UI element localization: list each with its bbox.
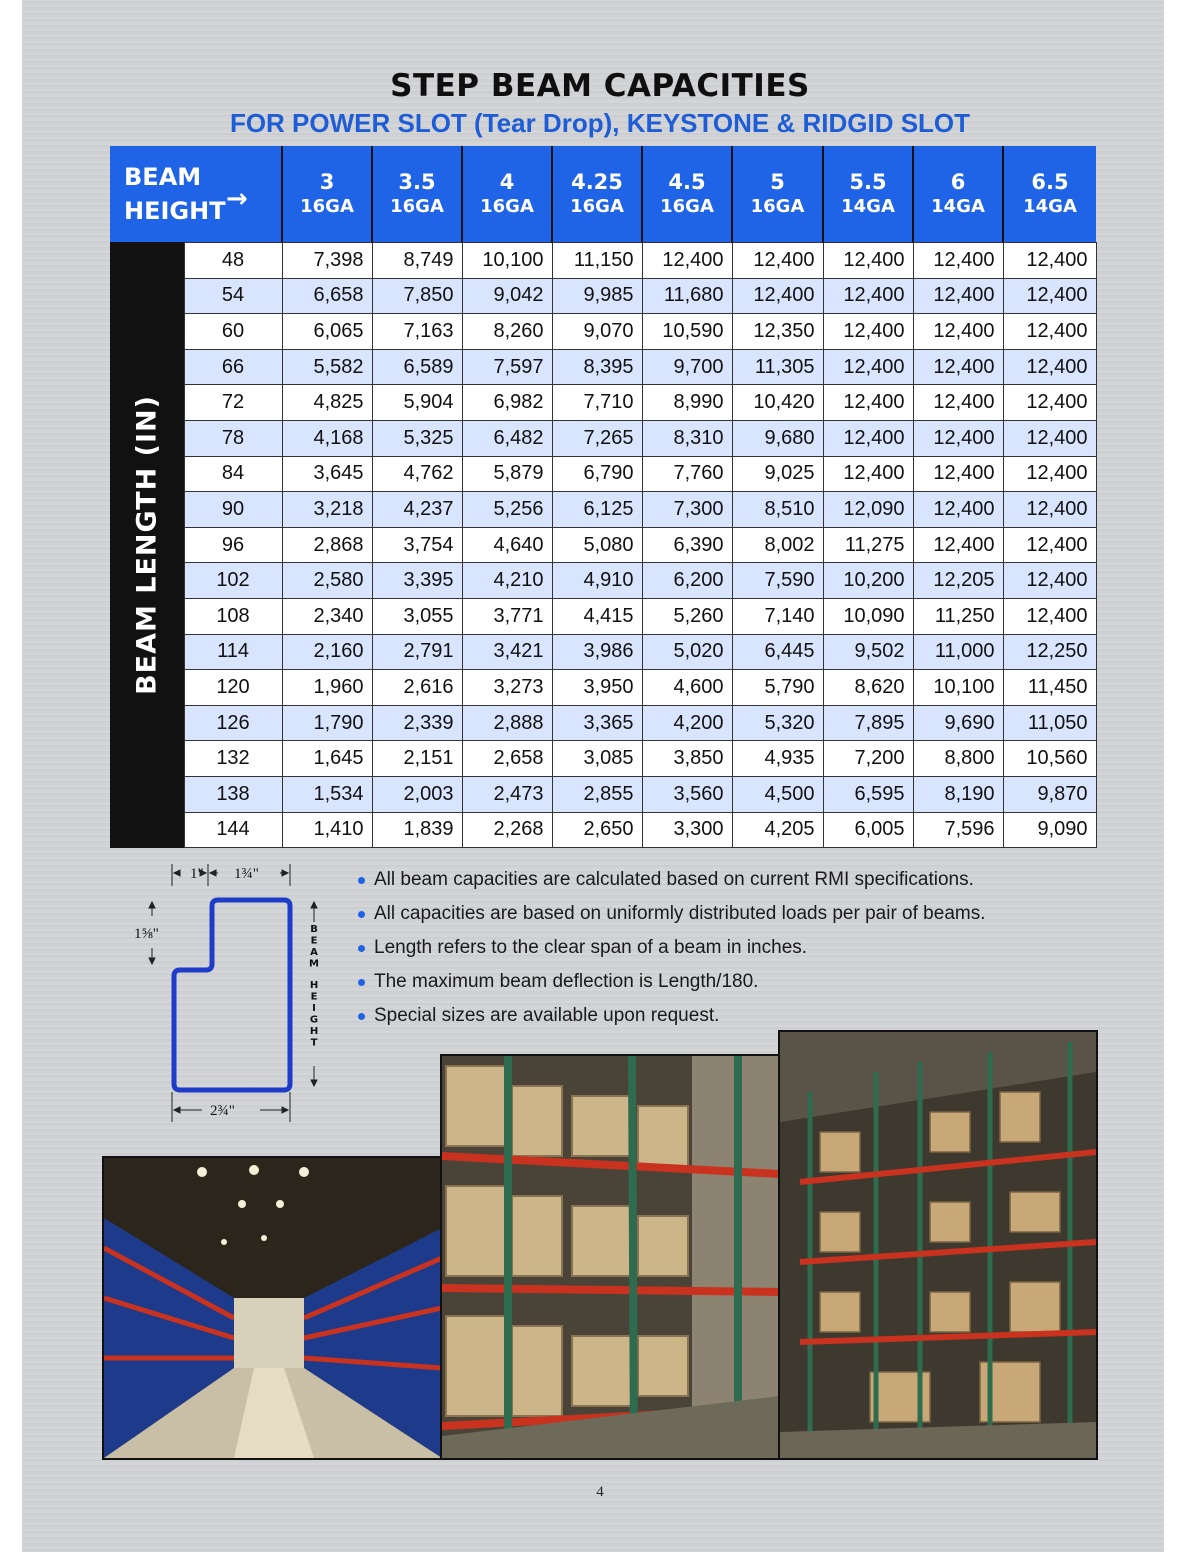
capacity-cell: 4,237 (372, 492, 462, 528)
beam-length-cell: 102 (184, 563, 282, 599)
column-height: 4.5 (668, 170, 706, 194)
capacity-cell: 11,275 (823, 527, 913, 563)
capacity-cell: 11,050 (1003, 705, 1096, 741)
capacity-cell: 9,502 (823, 634, 913, 670)
capacity-cell: 11,150 (552, 243, 642, 279)
table-row (110, 278, 1096, 314)
capacity-cell: 4,762 (372, 456, 462, 492)
capacity-cell: 9,042 (462, 278, 552, 314)
capacity-cell: 12,250 (1003, 634, 1096, 670)
capacity-cell: 5,256 (462, 492, 552, 528)
note-text: Special sizes are available upon request. (374, 1005, 720, 1026)
capacity-cell: 12,400 (913, 349, 1003, 385)
note-text: Length refers to the clear span of a beam in inches. (374, 937, 808, 958)
capacity-cell: 3,645 (282, 456, 372, 492)
bullet-icon (358, 877, 365, 884)
vertical-label-letter: M (309, 958, 319, 970)
capacity-cell: 8,990 (642, 385, 732, 421)
table-row (110, 314, 1096, 350)
note-item (356, 866, 1056, 900)
capacity-cell: 7,200 (823, 741, 913, 777)
beam-length-cell: 48 (184, 243, 282, 279)
capacity-cell: 6,595 (823, 776, 913, 812)
capacity-cell: 2,650 (552, 812, 642, 848)
table-row (110, 741, 1096, 777)
capacity-cell: 2,658 (462, 741, 552, 777)
table-row (110, 456, 1096, 492)
arrow-right-icon: → (226, 184, 248, 214)
capacity-cell: 10,590 (642, 314, 732, 350)
capacity-cell: 12,400 (1003, 278, 1096, 314)
capacity-cell: 8,002 (732, 527, 823, 563)
vertical-label-letter: T (310, 1037, 318, 1049)
capacity-cell: 7,850 (372, 278, 462, 314)
beam-length-cell: 126 (184, 705, 282, 741)
capacity-cell: 7,710 (552, 385, 642, 421)
capacity-cell: 7,895 (823, 705, 913, 741)
capacity-cell: 12,400 (642, 243, 732, 279)
capacity-cell: 2,268 (462, 812, 552, 848)
capacity-cell: 6,125 (552, 492, 642, 528)
capacity-cell: 11,680 (642, 278, 732, 314)
capacity-cell: 3,754 (372, 527, 462, 563)
capacity-cell: 9,700 (642, 349, 732, 385)
capacity-cell: 12,400 (1003, 420, 1096, 456)
beam-profile-diagram (130, 860, 340, 1130)
capacity-cell: 11,450 (1003, 670, 1096, 706)
bullet-icon (358, 945, 365, 952)
column-gauge: 16GA (480, 196, 534, 217)
capacity-cell: 1,410 (282, 812, 372, 848)
table-row (110, 349, 1096, 385)
table-row (110, 492, 1096, 528)
column-header (913, 146, 1003, 243)
capacity-cell: 5,879 (462, 456, 552, 492)
beam-length-cell: 60 (184, 314, 282, 350)
capacity-cell: 10,100 (913, 670, 1003, 706)
page-subtitle: FOR POWER SLOT (Tear Drop), KEYSTONE & RIDGID SLOT (229, 108, 971, 138)
capacity-cell: 11,000 (913, 634, 1003, 670)
capacity-cell: 9,025 (732, 456, 823, 492)
capacity-cell: 9,870 (1003, 776, 1096, 812)
warehouse-aisle-photo (102, 1156, 444, 1460)
capacity-cell: 2,003 (372, 776, 462, 812)
column-gauge: 16GA (300, 196, 354, 217)
capacity-cell: 12,400 (913, 385, 1003, 421)
capacity-cell: 12,400 (823, 420, 913, 456)
capacity-cell: 12,400 (1003, 243, 1096, 279)
table-row (110, 598, 1096, 634)
capacity-cell: 6,790 (552, 456, 642, 492)
capacity-cell: 10,090 (823, 598, 913, 634)
capacity-cell: 3,986 (552, 634, 642, 670)
column-header (372, 146, 462, 243)
capacity-cell: 7,300 (642, 492, 732, 528)
column-height: 3.5 (398, 170, 436, 194)
capacity-cell: 2,339 (372, 705, 462, 741)
capacity-cell: 12,400 (823, 314, 913, 350)
capacity-cell: 8,749 (372, 243, 462, 279)
capacity-cell: 6,982 (462, 385, 552, 421)
capacity-cell: 12,400 (913, 527, 1003, 563)
capacity-cell: 1,790 (282, 705, 372, 741)
capacity-table-wrapper (110, 146, 1096, 842)
capacity-cell: 3,055 (372, 598, 462, 634)
column-height: 3 (319, 170, 335, 194)
capacity-cell: 4,640 (462, 527, 552, 563)
table-row (110, 527, 1096, 563)
capacity-cell: 7,596 (913, 812, 1003, 848)
dim-top-right: 1¾" (234, 866, 259, 882)
beam-length-cell: 66 (184, 349, 282, 385)
capacity-cell: 3,950 (552, 670, 642, 706)
column-height: 4 (499, 170, 515, 194)
capacity-cell: 10,100 (462, 243, 552, 279)
capacity-cell: 12,400 (913, 420, 1003, 456)
capacity-cell: 5,260 (642, 598, 732, 634)
capacity-cell: 2,340 (282, 598, 372, 634)
beam-length-cell: 54 (184, 278, 282, 314)
capacity-cell: 6,445 (732, 634, 823, 670)
column-height: 6.5 (1031, 170, 1069, 194)
capacity-cell: 11,305 (732, 349, 823, 385)
capacity-cell: 9,690 (913, 705, 1003, 741)
beam-length-cell: 108 (184, 598, 282, 634)
capacity-cell: 4,200 (642, 705, 732, 741)
capacity-cell: 2,888 (462, 705, 552, 741)
capacity-cell: 5,325 (372, 420, 462, 456)
note-text: The maximum beam deflection is Length/180. (374, 971, 759, 992)
capacity-cell: 8,395 (552, 349, 642, 385)
capacity-cell: 12,400 (823, 456, 913, 492)
dim-step: 1⅝" (134, 926, 159, 942)
capacity-cell: 12,400 (913, 243, 1003, 279)
capacity-cell: 3,273 (462, 670, 552, 706)
beam-length-cell: 90 (184, 492, 282, 528)
capacity-cell: 4,910 (552, 563, 642, 599)
vertical-label-letter: G (309, 1014, 319, 1026)
column-height: 5 (770, 170, 785, 194)
dim-bottom: 2¾" (210, 1103, 235, 1119)
capacity-cell: 2,580 (282, 563, 372, 599)
capacity-cell: 6,589 (372, 349, 462, 385)
table-row (110, 705, 1096, 741)
column-header (282, 146, 372, 243)
capacity-cell: 1,960 (282, 670, 372, 706)
dim-top-left: 1" (190, 866, 204, 882)
notes-list (356, 866, 1056, 1036)
bullet-icon (358, 1013, 365, 1020)
capacity-cell: 11,250 (913, 598, 1003, 634)
capacity-cell: 12,350 (732, 314, 823, 350)
column-header (1003, 146, 1096, 243)
table-row (110, 812, 1096, 848)
column-header (823, 146, 913, 243)
beam-length-cell: 72 (184, 385, 282, 421)
rack-boxes-photo (440, 1054, 782, 1460)
vertical-label-letter: E (310, 935, 318, 947)
beam-length-cell: 138 (184, 776, 282, 812)
capacity-cell: 12,400 (1003, 314, 1096, 350)
capacity-cell: 12,400 (1003, 349, 1096, 385)
capacity-cell: 4,210 (462, 563, 552, 599)
capacity-cell: 5,320 (732, 705, 823, 741)
note-item (356, 900, 1056, 934)
beam-length-cell: 78 (184, 420, 282, 456)
note-item (356, 968, 1056, 1002)
beam-length-label: BEAM LENGTH (IN) (131, 395, 163, 695)
note-text: All beam capacities are calculated based on current RMI specifications. (374, 869, 974, 890)
beam-length-cell: 120 (184, 670, 282, 706)
capacity-cell: 3,300 (642, 812, 732, 848)
column-gauge: 16GA (750, 196, 805, 217)
capacity-cell: 1,645 (282, 741, 372, 777)
column-height: 5.5 (849, 170, 887, 194)
capacity-cell: 12,400 (732, 243, 823, 279)
capacity-cell: 10,560 (1003, 741, 1096, 777)
column-header (642, 146, 732, 243)
capacity-cell: 3,771 (462, 598, 552, 634)
capacity-cell: 12,400 (823, 349, 913, 385)
beam-height-label-line2: HEIGHT (124, 197, 226, 225)
capacity-cell: 7,760 (642, 456, 732, 492)
table-row (110, 776, 1096, 812)
capacity-cell: 12,090 (823, 492, 913, 528)
capacity-cell: 12,400 (913, 278, 1003, 314)
bullet-icon (358, 911, 365, 918)
column-gauge: 16GA (570, 196, 624, 217)
capacity-cell: 10,200 (823, 563, 913, 599)
capacity-cell: 12,400 (823, 278, 913, 314)
capacity-cell: 7,140 (732, 598, 823, 634)
capacity-cell: 9,985 (552, 278, 642, 314)
capacity-cell: 3,560 (642, 776, 732, 812)
capacity-cell: 7,597 (462, 349, 552, 385)
table-row (110, 634, 1096, 670)
capacity-cell: 12,400 (1003, 598, 1096, 634)
capacity-cell: 3,218 (282, 492, 372, 528)
capacity-cell: 8,190 (913, 776, 1003, 812)
beam-profile-outline (174, 900, 290, 1090)
capacity-cell: 4,168 (282, 420, 372, 456)
capacity-cell: 2,868 (282, 527, 372, 563)
column-gauge: 16GA (390, 196, 444, 217)
vertical-label-letter: A (310, 947, 318, 958)
capacity-cell: 7,163 (372, 314, 462, 350)
capacity-cell: 12,400 (732, 278, 823, 314)
column-header (732, 146, 823, 243)
capacity-cell: 4,415 (552, 598, 642, 634)
capacity-cell: 3,085 (552, 741, 642, 777)
beam-height-vertical-label (309, 924, 319, 1049)
capacity-cell: 2,151 (372, 741, 462, 777)
capacity-cell: 9,680 (732, 420, 823, 456)
capacity-cell: 6,065 (282, 314, 372, 350)
capacity-cell: 4,205 (732, 812, 823, 848)
capacity-cell: 1,534 (282, 776, 372, 812)
table-row (110, 670, 1096, 706)
beam-length-cell: 144 (184, 812, 282, 848)
capacity-cell: 9,070 (552, 314, 642, 350)
capacity-cell: 12,400 (1003, 385, 1096, 421)
beam-length-cell: 114 (184, 634, 282, 670)
capacity-cell: 3,395 (372, 563, 462, 599)
beam-height-header (110, 146, 282, 243)
capacity-cell: 2,855 (552, 776, 642, 812)
capacity-cell: 6,658 (282, 278, 372, 314)
capacity-cell: 5,020 (642, 634, 732, 670)
capacity-cell: 12,400 (913, 456, 1003, 492)
vertical-label-letter: H (309, 980, 319, 991)
capacity-cell: 1,839 (372, 812, 462, 848)
table-row (110, 563, 1096, 599)
capacity-table (110, 146, 1097, 848)
table-row (110, 420, 1096, 456)
page-number: 4 (596, 1484, 604, 1500)
capacity-cell: 12,400 (913, 314, 1003, 350)
table-row (110, 385, 1096, 421)
capacity-cell: 2,160 (282, 634, 372, 670)
column-header (462, 146, 552, 243)
capacity-cell: 4,600 (642, 670, 732, 706)
column-header (552, 146, 642, 243)
beam-length-cell: 96 (184, 527, 282, 563)
beam-length-axis (110, 243, 184, 848)
capacity-cell: 12,400 (1003, 563, 1096, 599)
capacity-cell: 8,620 (823, 670, 913, 706)
capacity-cell: 6,482 (462, 420, 552, 456)
capacity-cell: 12,205 (913, 563, 1003, 599)
column-gauge: 16GA (660, 196, 714, 217)
beam-height-label-line1: BEAM (124, 163, 202, 191)
capacity-cell: 6,390 (642, 527, 732, 563)
note-text: All capacities are based on uniformly distributed loads per pair of beams. (374, 903, 986, 924)
capacity-cell: 12,400 (1003, 527, 1096, 563)
vertical-label-letter: H (309, 1026, 319, 1037)
capacity-cell: 3,850 (642, 741, 732, 777)
capacity-cell: 5,790 (732, 670, 823, 706)
capacity-cell: 7,398 (282, 243, 372, 279)
capacity-cell: 6,005 (823, 812, 913, 848)
bullet-icon (358, 979, 365, 986)
capacity-cell: 12,400 (1003, 492, 1096, 528)
vertical-label-letter: E (310, 991, 318, 1003)
capacity-cell: 12,400 (823, 385, 913, 421)
column-height: 6 (950, 170, 966, 194)
capacity-cell: 4,935 (732, 741, 823, 777)
capacity-cell: 2,791 (372, 634, 462, 670)
capacity-cell: 12,400 (1003, 456, 1096, 492)
column-gauge: 14GA (931, 196, 985, 217)
note-item (356, 934, 1056, 968)
column-gauge: 14GA (1023, 196, 1077, 217)
column-height: 4.25 (571, 170, 623, 194)
capacity-cell: 7,265 (552, 420, 642, 456)
capacity-cell: 7,590 (732, 563, 823, 599)
capacity-cell: 2,616 (372, 670, 462, 706)
capacity-cell: 3,365 (552, 705, 642, 741)
beam-length-cell: 132 (184, 741, 282, 777)
capacity-cell: 5,080 (552, 527, 642, 563)
capacity-cell: 5,904 (372, 385, 462, 421)
beam-length-cell: 84 (184, 456, 282, 492)
vertical-label-letter: B (310, 924, 318, 935)
capacity-cell: 10,420 (732, 385, 823, 421)
table-row (110, 243, 1096, 279)
capacity-cell: 4,825 (282, 385, 372, 421)
column-gauge: 14GA (841, 196, 895, 217)
capacity-cell: 3,421 (462, 634, 552, 670)
capacity-cell: 12,400 (913, 492, 1003, 528)
tall-racking-photo (778, 1030, 1098, 1460)
capacity-cell: 2,473 (462, 776, 552, 812)
capacity-cell: 9,090 (1003, 812, 1096, 848)
capacity-cell: 8,260 (462, 314, 552, 350)
capacity-cell: 8,800 (913, 741, 1003, 777)
capacity-cell: 8,510 (732, 492, 823, 528)
capacity-cell: 12,400 (823, 243, 913, 279)
capacity-cell: 4,500 (732, 776, 823, 812)
capacity-cell: 6,200 (642, 563, 732, 599)
vertical-label-letter: I (312, 1003, 316, 1014)
capacity-cell: 5,582 (282, 349, 372, 385)
page-title: STEP BEAM CAPACITIES (390, 68, 810, 104)
capacity-cell: 8,310 (642, 420, 732, 456)
